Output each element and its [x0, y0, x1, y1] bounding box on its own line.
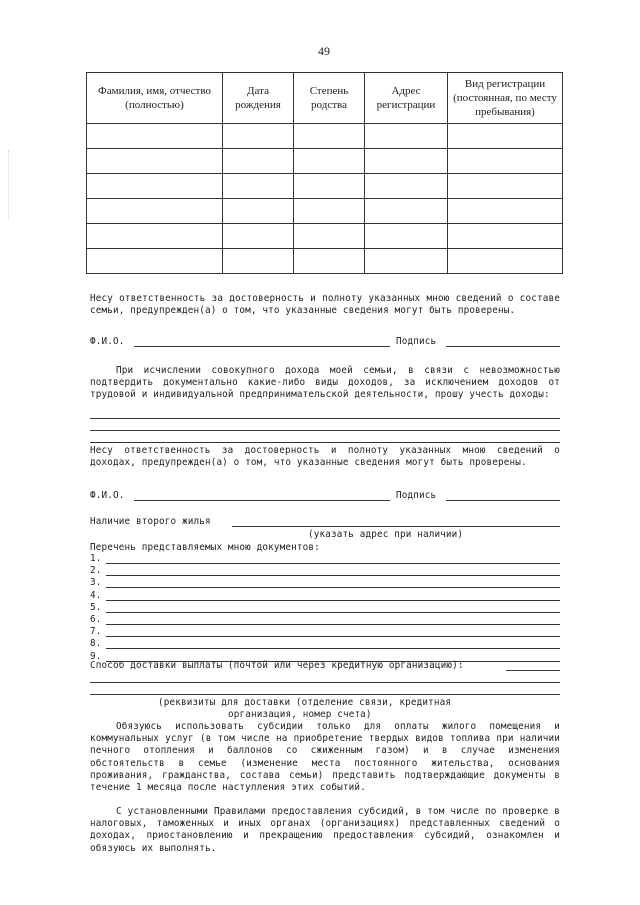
family-members-table [86, 72, 563, 274]
table-cell[interactable] [294, 249, 365, 274]
table-cell[interactable] [87, 249, 223, 274]
table-cell[interactable] [365, 174, 448, 199]
table-cell[interactable] [448, 199, 563, 224]
document-item-number: 2. [90, 565, 102, 577]
table-cell[interactable] [223, 199, 294, 224]
document-item-number: 9. [90, 650, 102, 662]
fio-line[interactable] [134, 500, 390, 501]
document-item-number: 6. [90, 614, 102, 625]
document-item-line[interactable] [106, 575, 560, 576]
income-line-2[interactable] [90, 430, 560, 431]
document-item-line[interactable] [106, 600, 560, 601]
scan-margin-marks [8, 150, 11, 220]
page-number: 49 [318, 44, 330, 58]
table-row [87, 249, 563, 274]
table-cell[interactable] [294, 149, 365, 174]
signature-label: Подпись [396, 336, 437, 347]
table-cell[interactable] [448, 249, 563, 274]
table-cell[interactable] [223, 249, 294, 274]
table-cell[interactable] [448, 224, 563, 249]
income-request-text: При исчислении совокупного дохода моей семьи, в связи с невозможностью подтвердить документально какие-либо виды доходов, за исключением доходов от трудовой и индивидуальной предпринимательской деятельности, прошу учесть доходы: [90, 365, 560, 401]
table-cell[interactable] [223, 149, 294, 174]
col-header-fio: Фамилия, имя, отчество (полностью) [87, 73, 223, 124]
document-item-line[interactable] [106, 612, 560, 613]
col-header-address: Адрес регистрации [365, 73, 448, 124]
table-cell[interactable] [294, 199, 365, 224]
rules-text: С установленными Правилами предоставления субсидий, в том числе по проверке в налоговых, таможенных и иных органах (организациях) представленных сведений о доходах, приостановлению и прекращению предоставления субсидий, ознакомлен и обязуюсь их выполнять. [90, 806, 560, 854]
table-header-row [87, 73, 563, 124]
table-cell[interactable] [87, 149, 223, 174]
document-item-line[interactable] [106, 587, 560, 588]
delivery-line-2[interactable] [90, 694, 560, 695]
document-item-number: 4. [90, 589, 102, 601]
document-item-number: 1. [90, 553, 102, 564]
delivery-line-1[interactable] [90, 682, 560, 683]
signature-label: Подпись [396, 490, 437, 501]
table-row [87, 149, 563, 174]
table-cell[interactable] [87, 224, 223, 249]
documents-title: Перечень представляемых мною документов: [90, 542, 320, 553]
delivery-hint-2: организация, номер счета) [228, 709, 372, 720]
document-item-line[interactable] [106, 636, 560, 637]
second-housing-label: Наличие второго жилья [90, 516, 211, 527]
table-cell[interactable] [365, 149, 448, 174]
income-line-1[interactable] [90, 418, 560, 419]
document-item-line[interactable] [106, 648, 560, 649]
document-item-number: 3. [90, 577, 102, 589]
table-cell[interactable] [223, 224, 294, 249]
table-row [87, 124, 563, 149]
obligation-text: Обязуюсь использовать субсидии только для оплаты жилого помещения и коммунальных услуг (в том числе на приобретение твердых видов топлива при наличии печного отопления и баллонов со сжиженным газом) и в случае изменения обстоятельств в семье (изменение места постоянного жительства, основания проживания, гражданства, состава семьи) представить подтверждающие документы в течение 1 месяца после наступления этих событий. [90, 721, 560, 794]
fio-label: Ф.И.О. [90, 336, 125, 347]
fio-label: Ф.И.О. [90, 490, 125, 501]
table-row [87, 224, 563, 249]
table-row [87, 174, 563, 199]
table-cell[interactable] [448, 149, 563, 174]
fio-line[interactable] [134, 346, 390, 347]
col-header-birth-date: Дата рождения [223, 73, 294, 124]
table-cell[interactable] [87, 124, 223, 149]
document-item-number: 8. [90, 638, 102, 650]
table-cell[interactable] [87, 199, 223, 224]
second-housing-line[interactable] [232, 526, 560, 527]
document-item-line[interactable] [106, 624, 560, 625]
table-body [87, 124, 563, 274]
table-cell[interactable] [365, 224, 448, 249]
table-cell[interactable] [365, 199, 448, 224]
delivery-hint-1: (реквизиты для доставки (отделение связи, кредитная [158, 697, 452, 708]
income-line-3[interactable] [90, 442, 560, 443]
document-item-number: 5. [90, 601, 102, 613]
table-cell[interactable] [223, 174, 294, 199]
table-cell[interactable] [448, 124, 563, 149]
table-cell[interactable] [365, 124, 448, 149]
document-item-number: 7. [90, 626, 102, 638]
table-cell[interactable] [294, 124, 365, 149]
table-cell[interactable] [365, 249, 448, 274]
table-cell[interactable] [294, 174, 365, 199]
table-row [87, 199, 563, 224]
income-responsibility-text: Несу ответственность за достоверность и полноту указанных мною сведений о доходах, предупрежден(а) о том, что указанные сведения могут быть проверены. [90, 445, 560, 469]
table-cell[interactable] [87, 174, 223, 199]
signature-line[interactable] [446, 346, 560, 347]
delivery-line-inline[interactable] [506, 670, 560, 671]
col-header-relation: Степень родства [294, 73, 365, 124]
table-cell[interactable] [223, 124, 294, 149]
col-header-registration-type: Вид регистрации (постоянная, по месту пребывания) [448, 73, 563, 124]
delivery-label: Способ доставки выплаты (почтой или через кредитную организацию): [90, 660, 464, 671]
signature-line[interactable] [446, 500, 560, 501]
document-item-line[interactable] [106, 563, 560, 564]
second-housing-hint: (указать адрес при наличии) [308, 529, 464, 540]
table-cell[interactable] [294, 224, 365, 249]
family-responsibility-text: Несу ответственность за достоверность и полноту указанных мною сведений о составе семьи, предупрежден(а) о том, что указанные сведения могут быть проверены. [90, 293, 560, 317]
table-cell[interactable] [448, 174, 563, 199]
